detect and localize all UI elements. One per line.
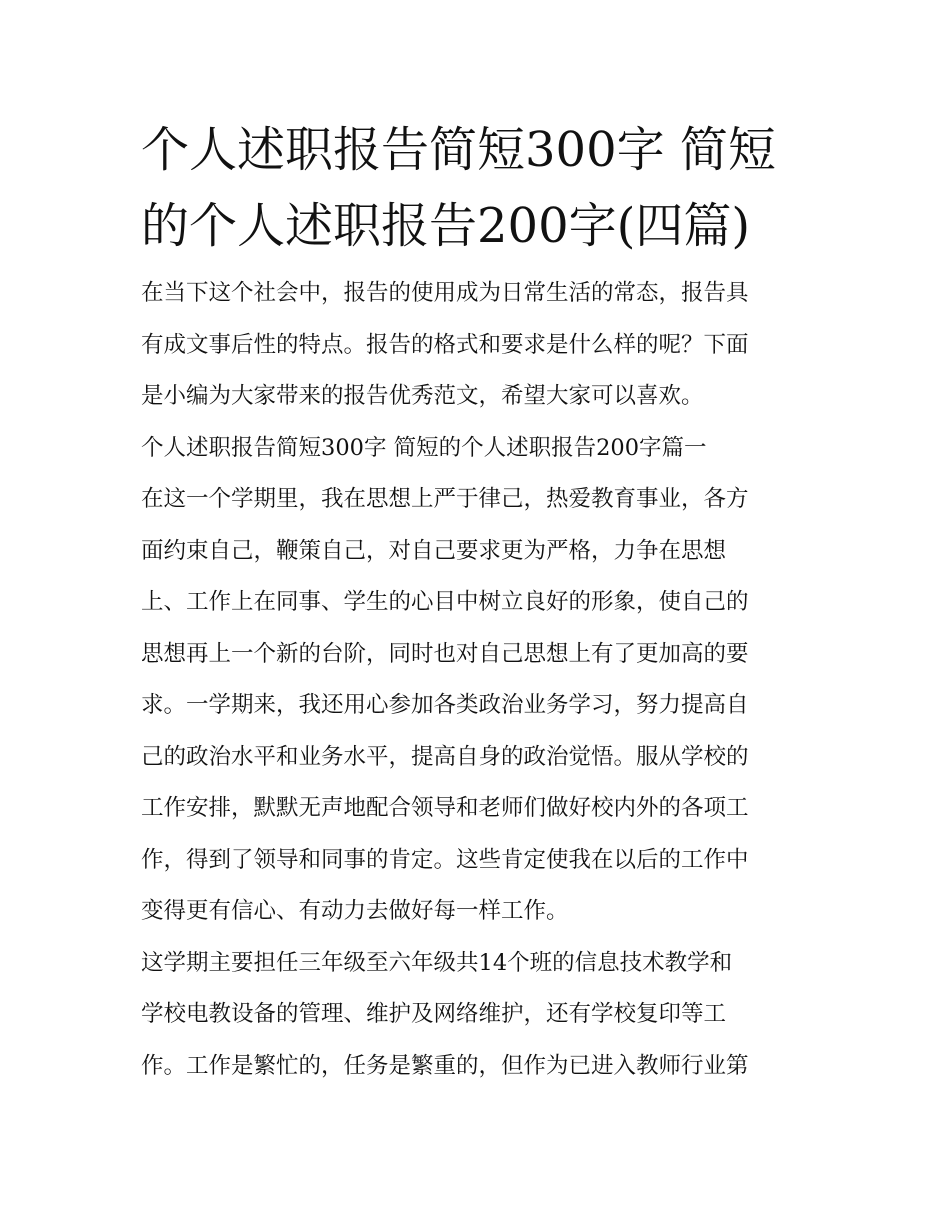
text-line: 在这一个学期里，我在思想上严于律己，热爱教育事业，各方 — [141, 486, 749, 512]
document-title — [141, 112, 811, 264]
text-line: 变得更有信心、有动力去做好每一样工作。 — [141, 898, 569, 924]
body-paragraph — [141, 474, 811, 938]
text-line: 作。工作是繁忙的，任务是繁重的，但作为已进入教师行业第 — [141, 1052, 749, 1079]
text-line: 思想再上一个新的台阶，同时也对自己思想上有了更加高的要 — [141, 640, 749, 667]
text-line: 有成文事后性的特点。报告的格式和要求是什么样的呢？下面 — [141, 331, 749, 358]
text-line: 这学期主要担任三年级至六年级共14个班的信息技术教学和 — [141, 949, 733, 976]
title-line: 个人述职报告简短300字 简短 — [141, 122, 776, 178]
body-paragraph — [141, 938, 811, 1093]
text-line: 是小编为大家带来的报告优秀范文，希望大家可以喜欢。 — [141, 383, 704, 409]
document-body — [141, 268, 811, 1092]
text-line: 在当下这个社会中，报告的使用成为日常生活的常态，报告具 — [141, 280, 749, 306]
text-line: 工作安排，默默无声地配合领导和老师们做好校内外的各项工 — [141, 795, 749, 821]
text-line: 面约束自己，鞭策自己，对自己要求更为严格，力争在思想 — [141, 537, 727, 564]
title-line: 的个人述职报告200字(四篇) — [141, 198, 751, 254]
text-line: 个人述职报告简短300字 简短的个人述职报告200字篇一 — [141, 434, 707, 461]
section-heading — [141, 423, 811, 475]
text-line: 作，得到了领导和同事的肯定。这些肯定使我在以后的工作中 — [141, 846, 749, 873]
text-line: 学校电教设备的管理、维护及网络维护，还有学校复印等工 — [141, 1001, 727, 1027]
text-line: 求。一学期来，我还用心参加各类政治业务学习，努力提高自 — [141, 692, 749, 718]
document-page — [141, 112, 811, 1092]
intro-paragraph — [141, 268, 811, 423]
text-line: 上、工作上在同事、学生的心目中树立良好的形象，使自己的 — [141, 589, 749, 615]
text-line: 己的政治水平和业务水平，提高自身的政治觉悟。服从学校的 — [141, 743, 749, 770]
